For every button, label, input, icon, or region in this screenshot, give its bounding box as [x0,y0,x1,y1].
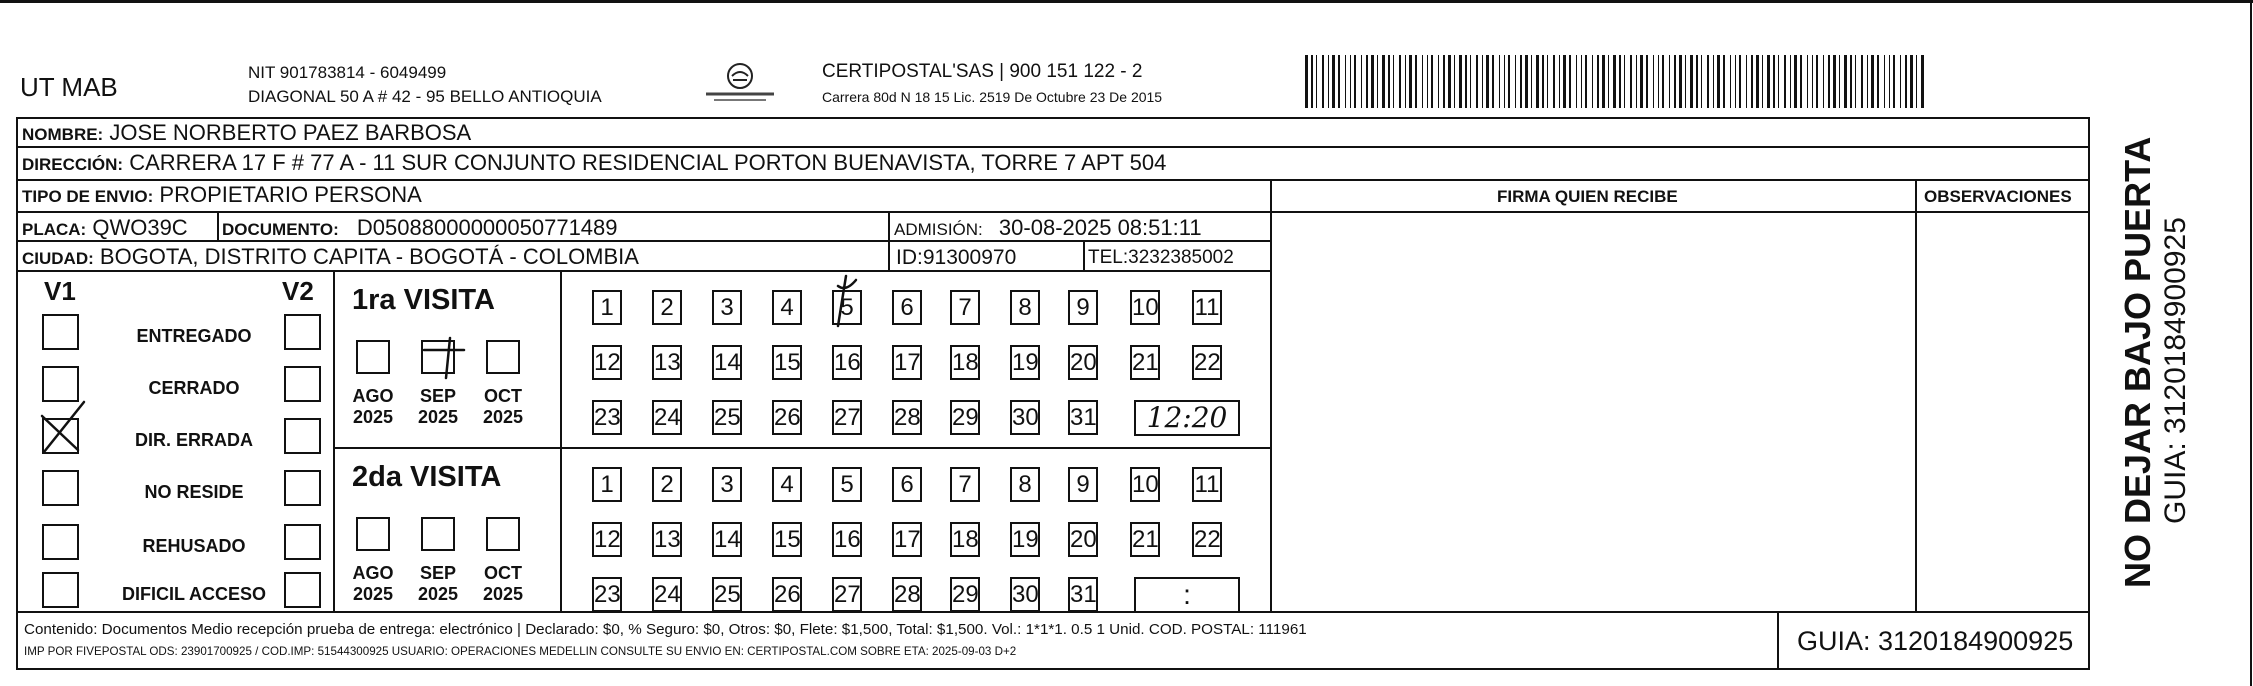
barcode-bar [1730,55,1731,108]
barcode [1305,55,1925,108]
barcode-bar [1504,55,1505,108]
plate-divider [217,211,219,240]
barcode-bar [1405,55,1406,108]
day-box[interactable]: 2 [652,467,682,502]
barcode-bar [1828,55,1830,108]
day-box[interactable]: 10 [1130,290,1160,325]
v2-header: V2 [282,276,314,306]
barcode-bar [1602,55,1605,108]
plate-field [22,217,188,239]
month-checkbox[interactable] [421,340,455,374]
col-divider-signature [1270,179,1272,611]
barcode-bar [1893,55,1895,108]
day-box[interactable]: 3 [712,290,742,325]
barcode-bar [1443,55,1445,108]
barcode-bar [1515,55,1516,108]
v2-checkbox[interactable] [284,572,321,608]
day-box[interactable]: 11 [1192,290,1222,325]
barcode-bar [1900,55,1901,108]
shipment-type: PROPIETARIO PERSONA [159,182,422,207]
barcode-bar [1409,55,1412,108]
barcode-bar [1636,55,1637,108]
signature-header: FIRMA QUIEN RECIBE [1497,187,1678,206]
status-label: DIFICIL ACCESO [121,584,266,604]
day-box[interactable]: 30 [1010,577,1040,612]
city-field [22,246,639,268]
month-name: AGO [352,386,394,406]
barcode-bar [1867,55,1868,108]
day-box[interactable]: 28 [892,577,922,612]
barcode-bar [1581,55,1582,108]
admission-label: ADMISIÓN: [894,220,983,239]
barcode-bar [1371,55,1374,108]
row-line-5 [16,270,1272,272]
barcode-bar [1850,55,1852,108]
barcode-bar [1800,55,1802,108]
company-name: UT MAB [20,72,118,102]
barcode-bar [1653,55,1654,108]
day-box[interactable]: 17 [892,522,922,557]
day-box[interactable]: 7 [950,290,980,325]
v1-checkbox[interactable] [42,314,79,350]
barcode-bar [1717,55,1720,108]
day-box[interactable]: 9 [1068,467,1098,502]
day-box[interactable]: 15 [772,522,802,557]
day-box[interactable]: 22 [1192,345,1222,380]
status-label: NO RESIDE [144,482,244,502]
barcode-bar [1350,55,1351,108]
day-box[interactable]: 20 [1068,345,1098,380]
barcode-bar [1778,55,1779,108]
day-box[interactable]: 13 [652,522,682,557]
barcode-bar [1366,55,1368,108]
barcode-bar [1910,55,1913,108]
day-box[interactable]: 26 [772,577,802,612]
address-label: DIRECCIÓN: [22,155,124,174]
barcode-bar [1921,55,1924,108]
footer-guia: GUIA: 3120184900925 [1797,626,2074,656]
day-box[interactable]: 25 [712,400,742,435]
day-box[interactable]: 18 [950,522,980,557]
day-box[interactable]: 31 [1068,577,1098,612]
month-year: 2025 [352,583,394,604]
table-top [16,117,2090,119]
barcode-bar [1916,55,1917,108]
barcode-bar [1427,55,1428,108]
v1-header: V1 [44,276,76,306]
v1-checkbox[interactable] [42,418,79,454]
day-box[interactable]: 9 [1068,290,1098,325]
barcode-bar [1624,55,1625,108]
barcode-bar [1520,55,1522,108]
month-year: 2025 [352,406,394,427]
barcode-bar [1345,55,1346,108]
day-box[interactable]: 16 [832,522,862,557]
plate-label: PLACA: [22,220,87,239]
barcode-bar [1646,55,1648,108]
barcode-bar [1696,55,1698,108]
barcode-bar [1767,55,1770,108]
barcode-bar [1613,55,1616,108]
v1-checkbox[interactable] [42,572,79,608]
barcode-bar [1328,55,1329,108]
day-box[interactable]: 7 [950,467,980,502]
top-edge [0,0,2253,3]
visit-time-box[interactable]: 12:20 [1134,400,1240,436]
barcode-bar [1399,55,1401,108]
recipient-name: JOSE NORBERTO PAEZ BARBOSA [109,120,472,145]
day-box[interactable]: 27 [832,400,862,435]
status-label: REHUSADO [142,536,246,556]
barcode-bar [1431,55,1433,108]
day-box[interactable]: 17 [892,345,922,380]
barcode-bar [1422,55,1423,108]
barcode-bar [1812,55,1813,108]
name-field [22,122,471,144]
barcode-bar [1476,55,1478,108]
month-year: 2025 [482,406,524,427]
v1-checkbox[interactable] [42,524,79,560]
day-box[interactable]: 25 [712,577,742,612]
barcode-bar [1790,55,1791,108]
day-box[interactable]: 5 [832,290,862,325]
day-box[interactable]: 28 [892,400,922,435]
col-divider-observations [1915,179,1917,611]
visit-time-box[interactable]: : [1134,577,1240,613]
barcode-bar [1316,55,1317,108]
barcode-bar [1833,55,1836,108]
day-box[interactable]: 1 [592,290,622,325]
v1-checkbox[interactable] [42,470,79,506]
barcode-bar [1459,55,1462,108]
plate-value: QWO39C [92,215,188,240]
side-guia: GUIA: 3120184900925 [2159,217,2192,524]
barcode-bar [1465,55,1467,108]
barcode-bar [1354,55,1356,108]
barcode-bar [1525,55,1528,108]
barcode-bar [1499,55,1500,108]
tel-field: TEL:3232385002 [1088,247,1234,268]
month-name: SEP [419,386,457,406]
month-checkbox[interactable] [356,517,390,551]
barcode-bar [1751,55,1753,108]
recipient-address: CARRERA 17 F # 77 A - 11 SUR CONJUNTO RESIDENCIAL PORTON BUENAVISTA, TORRE 7 APT 504 [129,150,1167,175]
barcode-bar [1816,55,1818,108]
month-name: SEP [419,563,457,583]
side-notice: NO DEJAR BAJO PUERTA [2117,136,2158,588]
barcode-bar [1707,55,1709,108]
barcode-bar [1382,55,1385,108]
barcode-bar [1531,55,1532,108]
day-box[interactable]: 23 [592,577,622,612]
day-box[interactable]: 27 [832,577,862,612]
table-right [2088,117,2090,670]
day-box[interactable]: 19 [1010,345,1040,380]
barcode-bar [1377,55,1378,108]
barcode-bar [1448,55,1451,108]
day-box[interactable]: 19 [1010,522,1040,557]
day-box[interactable]: 8 [1010,290,1040,325]
barcode-bar [1685,55,1686,108]
month-label [349,386,397,427]
barcode-bar [1877,55,1879,108]
barcode-bar [1492,55,1494,108]
day-box[interactable]: 21 [1130,345,1160,380]
day-box[interactable]: 13 [652,345,682,380]
barcode-bar [1871,55,1874,108]
month-label [414,386,462,427]
barcode-bar [1508,55,1510,108]
document-value: D05088000000050771489 [356,215,618,240]
day-box[interactable]: 31 [1068,400,1098,435]
day-box[interactable]: 6 [892,290,922,325]
city-label: CIUDAD: [22,249,94,268]
day-box[interactable]: 23 [592,400,622,435]
barcode-bar [1701,55,1702,108]
day-box[interactable]: 24 [652,577,682,612]
name-label: NOMBRE: [22,125,104,144]
barcode-bar [1889,55,1890,108]
day-box[interactable]: 10 [1130,467,1160,502]
day-box[interactable]: 5 [832,467,862,502]
barcode-bar [1669,55,1670,108]
barcode-bar [1739,55,1741,108]
status-label: ENTREGADO [136,326,252,346]
visit-inner-divider [560,270,562,611]
month-checkbox[interactable] [356,340,390,374]
month-year: 2025 [417,583,459,604]
barcode-bar [1569,55,1571,108]
visit-title: 2da VISITA [352,461,502,493]
day-box[interactable]: 22 [1192,522,1222,557]
month-name: OCT [484,563,522,583]
barcode-bar [1311,55,1313,108]
month-name: AGO [352,563,394,583]
day-box[interactable]: 26 [772,400,802,435]
barcode-bar [1746,55,1747,108]
v2-checkbox[interactable] [284,418,321,454]
shipment-type-field [22,184,422,206]
barcode-bar [1784,55,1786,108]
day-box[interactable]: 8 [1010,467,1040,502]
id-field: ID:91300970 [896,246,1017,269]
month-label [479,563,527,604]
carrier: CERTIPOSTAL'SAS | 900 151 122 - 2 [822,61,1143,82]
barcode-bar [1674,55,1676,108]
day-box[interactable]: 12 [592,522,622,557]
admission-field [894,217,1202,239]
barcode-bar [1690,55,1693,108]
barcode-bar [1861,55,1863,108]
barcode-bar [1553,55,1555,108]
month-checkbox[interactable] [486,517,520,551]
barcode-bar [1438,55,1439,108]
barcode-bar [1486,55,1489,108]
day-box[interactable]: 1 [592,467,622,502]
day-box[interactable]: 20 [1068,522,1098,557]
barcode-bar [1794,55,1797,108]
status-label: CERRADO [148,378,240,398]
barcode-bar [1305,55,1308,108]
barcode-bar [1608,55,1609,108]
observations-header: OBSERVACIONES [1924,187,2072,206]
v2-checkbox[interactable] [284,470,321,506]
barcode-bar [1640,55,1643,108]
admission-value: 30-08-2025 08:51:11 [998,215,1202,240]
barcode-bar [1807,55,1808,108]
day-box[interactable]: 21 [1130,522,1160,557]
license: Carrera 80d N 18 15 Lic. 2519 De Octubre 23 De 2015 [822,89,1163,105]
footer-imp: IMP POR FIVEPOSTAL ODS: 23901700925 / COD.IMP: 51544300925 USUARIO: OPERACIONES MEDELLIN CONSULTE SU ENVIO EN: CERTIPOSTAL.COM SOBRE ETA: 2025-09-03 D+2 [24,645,1017,658]
barcode-bar [1576,55,1577,108]
day-box[interactable]: 29 [950,577,980,612]
barcode-bar [1723,55,1725,108]
barcode-bar [1592,55,1593,108]
barcode-bar [1844,55,1847,108]
day-box[interactable]: 3 [712,467,742,502]
visit-title: 1ra VISITA [352,284,495,316]
month-label [479,386,527,427]
barcode-bar [1762,55,1763,108]
barcode-bar [1679,55,1682,108]
barcode-bar [1332,55,1335,108]
day-box[interactable]: 4 [772,467,802,502]
day-box[interactable]: 18 [950,345,980,380]
barcode-bar [1839,55,1840,108]
barcode-bar [1630,55,1632,108]
v2-checkbox[interactable] [284,524,321,560]
footer-content: Contenido: Documentos Medio recepción prueba de entrega: electrónico | Declarado: $0, % Seguro: $0, Otros: $0, Flete: $1,500, Total: $1,500. Vol.: 1*1*1. 0.5 1 Unid. COD. POSTAL: 111961 [24,621,1307,638]
certipostal-logo-icon [700,60,780,106]
day-box[interactable]: 11 [1192,467,1222,502]
barcode-bar [1338,55,1340,108]
barcode-bar [1658,55,1659,108]
status-divider [333,270,335,611]
barcode-bar [1559,55,1560,108]
day-box[interactable]: 24 [652,400,682,435]
v2-checkbox[interactable] [284,366,321,402]
footer-guia-divider [1777,611,1779,670]
barcode-bar [1547,55,1548,108]
day-box[interactable]: 16 [832,345,862,380]
barcode-bar [1884,55,1885,108]
address-field [22,152,1166,174]
sender-address: DIAGONAL 50 A # 42 - 95 BELLO ANTIOQUIA [248,87,602,106]
barcode-bar [1713,55,1714,108]
right-edge [2250,0,2252,686]
city-value: BOGOTA, DISTRITO CAPITA - BOGOTÁ - COLOMBIA [99,244,639,269]
barcode-bar [1905,55,1907,108]
type-label: TIPO DE ENVIO: [22,187,154,206]
day-box[interactable]: 4 [772,290,802,325]
month-year: 2025 [417,406,459,427]
barcode-bar [1855,55,1856,108]
barcode-bar [1563,55,1566,108]
barcode-bar [1415,55,1417,108]
visit-separator [333,447,1272,449]
row-line-1 [16,146,2090,148]
barcode-bar [1322,55,1324,108]
barcode-bar [1773,55,1775,108]
month-checkbox[interactable] [421,517,455,551]
month-label [349,563,397,604]
day-box[interactable]: 2 [652,290,682,325]
month-name: OCT [484,386,522,406]
row-line-3 [16,211,2090,213]
day-box[interactable]: 14 [712,522,742,557]
table-left [16,117,18,670]
barcode-bar [1619,55,1621,108]
barcode-bar [1361,55,1362,108]
month-label [414,563,462,604]
row-line-2 [16,179,2090,181]
document-label: DOCUMENTO: [222,220,339,239]
barcode-bar [1542,55,1544,108]
tel-divider [1083,240,1085,270]
barcode-bar [1756,55,1759,108]
day-box[interactable]: 6 [892,467,922,502]
barcode-bar [1393,55,1394,108]
v2-checkbox[interactable] [284,314,321,350]
barcode-bar [1735,55,1736,108]
nit: NIT 901783814 - 6049499 [248,63,447,82]
barcode-bar [1454,55,1455,108]
document-field [222,217,618,239]
barcode-bar [1482,55,1483,108]
day-box[interactable]: 30 [1010,400,1040,435]
day-box[interactable]: 15 [772,345,802,380]
month-checkbox[interactable] [486,340,520,374]
barcode-bar [1470,55,1471,108]
barcode-bar [1662,55,1664,108]
month-year: 2025 [482,583,524,604]
barcode-bar [1388,55,1390,108]
barcode-bar [1597,55,1599,108]
barcode-bar [1823,55,1824,108]
barcode-bar [1585,55,1587,108]
status-label: DIR. ERRADA [134,430,253,450]
day-box[interactable]: 29 [950,400,980,435]
day-box[interactable]: 14 [712,345,742,380]
day-box[interactable]: 12 [592,345,622,380]
v1-checkbox[interactable] [42,366,79,402]
barcode-bar [1536,55,1539,108]
